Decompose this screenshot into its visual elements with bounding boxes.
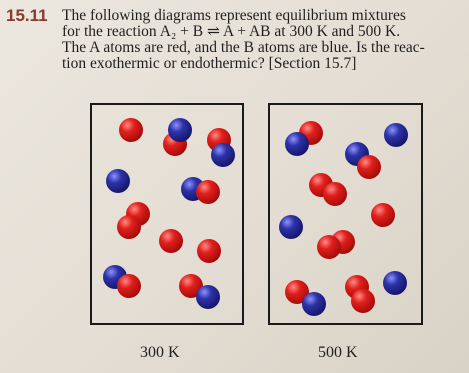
problem-line: tion exothermic or endothermic? [Section 15.7] (62, 55, 357, 72)
atom-a (117, 274, 141, 298)
atom-b (106, 169, 130, 193)
atom-a (317, 235, 341, 259)
atom-a (117, 215, 141, 239)
caption-500k: 500 K (318, 344, 358, 361)
problem-line: The A atoms are red, and the B atoms are blue. Is the reac- (62, 39, 425, 56)
atom-b (302, 292, 326, 316)
atom-a (159, 229, 183, 253)
atom-a (351, 289, 375, 313)
atom-b (196, 285, 220, 309)
atom-b (168, 118, 192, 142)
atom-b (211, 143, 235, 167)
atom-b (279, 215, 303, 239)
problem-line: The following diagrams represent equilibrium mixtures (62, 7, 406, 24)
diagram-500k (268, 103, 423, 325)
atom-b (285, 132, 309, 156)
atom-a (323, 182, 347, 206)
atom-b (383, 271, 407, 295)
atom-a (196, 180, 220, 204)
atom-a (197, 239, 221, 263)
problem-statement (62, 8, 464, 72)
problem-number: 15.11 (6, 6, 48, 25)
diagram-300k (90, 103, 244, 325)
atom-a (357, 155, 381, 179)
caption-300k: 300 K (140, 344, 180, 361)
problem-line: for the reaction A₂ + B ⇌ A + AB at 300 K and 500 K. (62, 23, 401, 40)
atom-a (119, 118, 143, 142)
atom-b (384, 123, 408, 147)
atom-a (371, 203, 395, 227)
